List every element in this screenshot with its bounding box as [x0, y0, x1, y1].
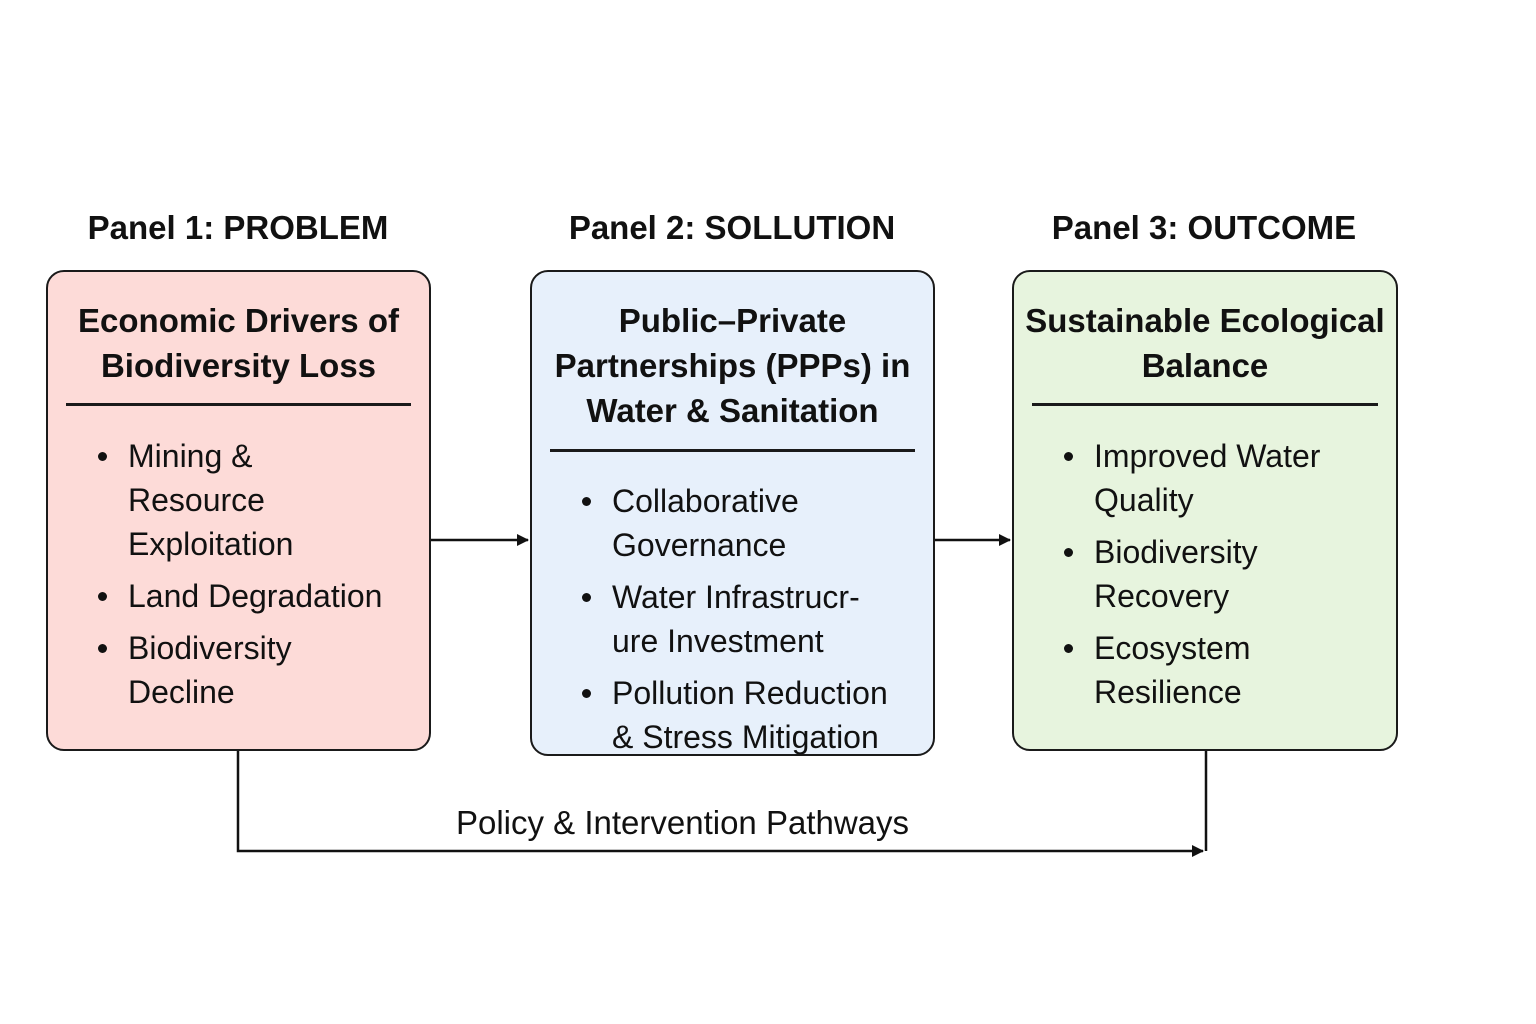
bullet-text: Biodiversity Decline	[128, 630, 292, 710]
pathway-label: Policy & Intervention Pathways	[455, 804, 910, 841]
solution-box-divider	[550, 449, 915, 452]
outcome-bullet-item	[1014, 530, 1396, 618]
panel-heading-outcome: Panel 3: OUTCOME	[1051, 209, 1357, 246]
bullet-text: Mining & Resource Exploitation	[128, 438, 294, 562]
solution-bullet-item	[532, 671, 933, 759]
outcome-box-title: Sustainable Ecological Balance	[1025, 302, 1385, 384]
bullet-text: Ecosystem Resilience	[1094, 630, 1251, 710]
solution-bullet-item	[532, 479, 933, 567]
solution-box	[530, 270, 935, 756]
problem-bullet-item	[48, 626, 429, 714]
problem-bullet-list	[48, 434, 429, 722]
bullet-dot-icon	[582, 593, 591, 602]
bullet-dot-icon	[582, 497, 591, 506]
bullet-text: Collaborative Governance	[612, 483, 799, 563]
outcome-bullet-list	[1014, 434, 1396, 722]
bullet-dot-icon	[1064, 548, 1073, 557]
solution-bullet-list	[532, 479, 933, 767]
problem-bullet-item	[48, 434, 429, 566]
bullet-text: Pollution Reduction & Stress Mitigation	[612, 675, 888, 755]
problem-bullet-item	[48, 574, 429, 618]
bullet-dot-icon	[98, 644, 107, 653]
outcome-box	[1012, 270, 1398, 751]
bullet-dot-icon	[98, 592, 107, 601]
bullet-text: Biodiversity Recovery	[1094, 534, 1258, 614]
problem-box	[46, 270, 431, 751]
solution-box-title: Public–Private Partnerships (PPPs) in Water & Sanitation	[554, 302, 911, 429]
solution-bullet-item	[532, 575, 933, 663]
panel-heading-solution: Panel 2: SOLLUTION	[568, 209, 896, 246]
problem-box-title: Economic Drivers of Biodiversity Loss	[78, 302, 399, 384]
bullet-dot-icon	[98, 452, 107, 461]
bullet-dot-icon	[582, 689, 591, 698]
bullet-text: Land Degradation	[128, 578, 383, 614]
bullet-text: Improved Water Quality	[1094, 438, 1321, 518]
problem-box-divider	[66, 403, 411, 406]
panel-heading-problem: Panel 1: PROBLEM	[87, 209, 389, 246]
outcome-bullet-item	[1014, 626, 1396, 714]
bullet-dot-icon	[1064, 452, 1073, 461]
outcome-box-divider	[1032, 403, 1378, 406]
bullet-text: Water Infrastrucr- ure Investment	[612, 579, 860, 659]
bullet-dot-icon	[1064, 644, 1073, 653]
outcome-bullet-item	[1014, 434, 1396, 522]
